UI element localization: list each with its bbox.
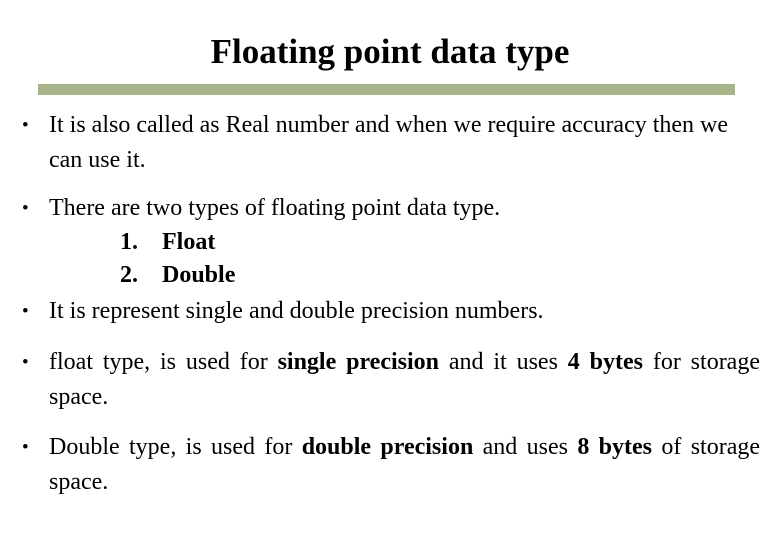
emphasis-8-bytes: 8 bytes <box>577 434 653 460</box>
emphasis-single-precision: single precision <box>277 349 440 375</box>
bullet-text <box>49 345 760 415</box>
text-run: and it uses <box>439 349 568 375</box>
text-run: and uses <box>473 434 578 460</box>
list-number: 2. <box>120 262 138 288</box>
list-label: Double <box>162 262 236 288</box>
bullet-icon: • <box>22 437 29 458</box>
bullet-icon: • <box>22 115 29 136</box>
emphasis-double-precision: double precision <box>301 434 474 460</box>
bullet-item <box>22 108 760 178</box>
list-number: 1. <box>120 229 138 255</box>
bullet-item <box>22 430 760 500</box>
bullet-icon: • <box>22 198 29 219</box>
bullet-item <box>22 191 760 226</box>
numbered-item-float <box>120 226 215 259</box>
text-run: Double type, is used for <box>49 434 302 460</box>
bullet-item <box>22 345 760 415</box>
list-label: Float <box>162 229 216 255</box>
slide-title: Floating point data type <box>210 32 570 71</box>
bullet-icon: • <box>22 301 29 322</box>
bullet-text <box>49 430 760 500</box>
bullet-text: There are two types of floating point data type. <box>49 195 501 221</box>
bullet-item <box>22 294 760 329</box>
text-run: float type, is used for <box>49 349 278 375</box>
numbered-item-double <box>120 259 235 292</box>
bullet-icon: • <box>22 352 29 373</box>
title-divider <box>38 84 735 95</box>
text-run: of storage space. <box>49 434 761 495</box>
text-run: for storage space. <box>49 349 760 410</box>
bullet-text: It is represent single and double precision numbers. <box>49 298 544 324</box>
bullet-text: It is also called as Real number and when we require accuracy then we can use it. <box>49 112 729 173</box>
emphasis-4-bytes: 4 bytes <box>567 349 643 375</box>
